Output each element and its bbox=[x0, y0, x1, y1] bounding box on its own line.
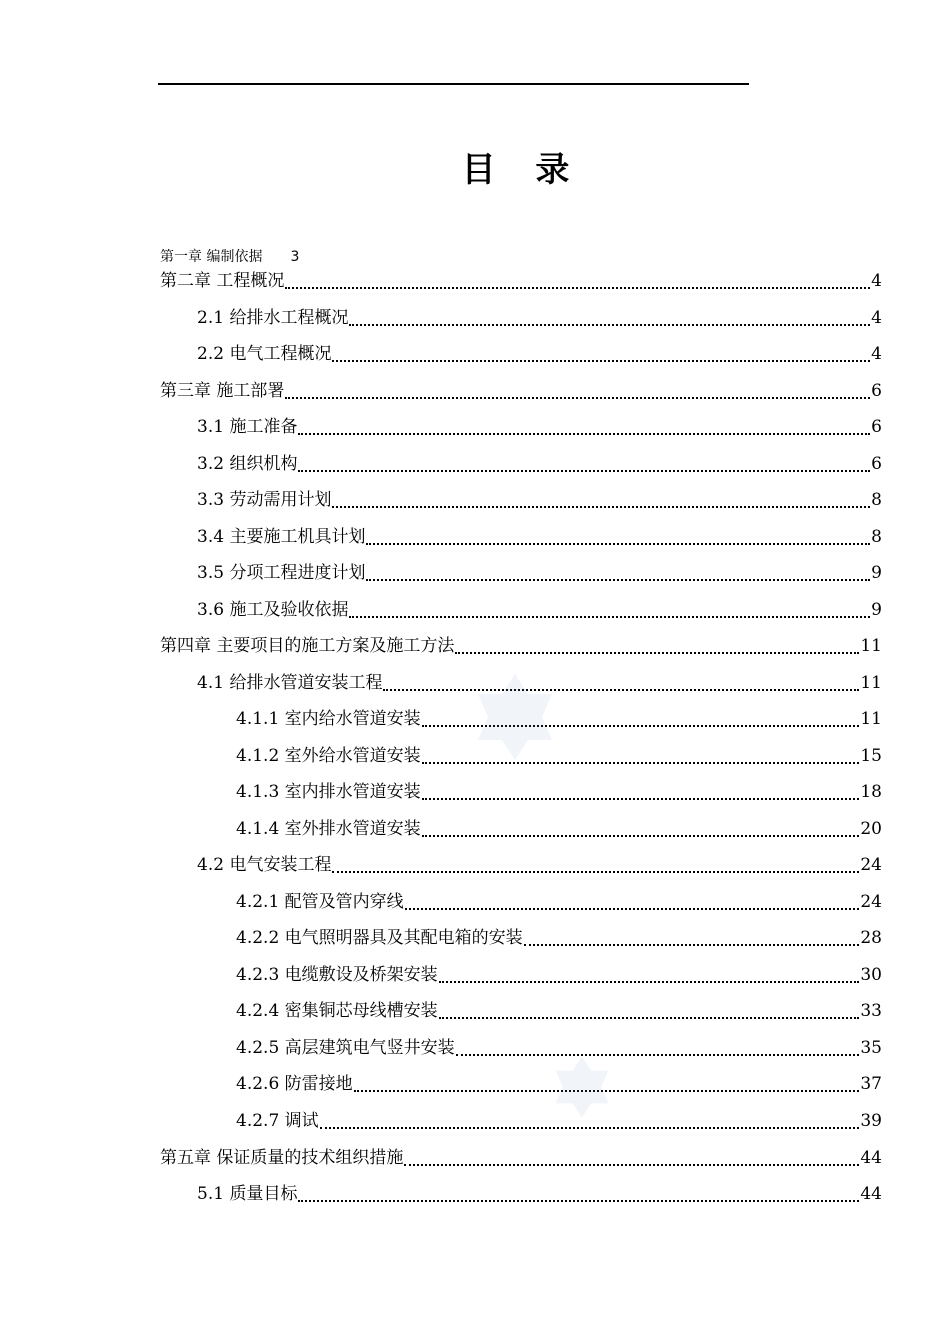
dot-leader bbox=[404, 1158, 859, 1166]
dot-leader bbox=[298, 427, 870, 435]
toc-entry-page: 37 bbox=[860, 1074, 882, 1094]
toc-entry[interactable] bbox=[236, 818, 882, 840]
dot-leader bbox=[422, 792, 860, 800]
dot-leader bbox=[422, 829, 860, 837]
toc-entry-label: 3.6 施工及验收依据 bbox=[197, 600, 349, 620]
toc-entry-label: 4.1.2 室外给水管道安装 bbox=[236, 746, 421, 766]
dot-leader bbox=[383, 683, 859, 691]
toc-entry-label: 第二章 工程概况 bbox=[160, 271, 285, 291]
toc-entry-label: 第四章 主要项目的施工方案及施工方法 bbox=[160, 636, 455, 656]
dot-leader bbox=[439, 1011, 860, 1019]
toc-entry-page: 24 bbox=[860, 892, 882, 912]
dot-leader bbox=[366, 537, 870, 545]
dot-leader bbox=[349, 318, 870, 326]
toc-entry-page: 4 bbox=[871, 271, 882, 291]
toc-entry-label: 4.2.6 防雷接地 bbox=[236, 1074, 353, 1094]
toc-entry[interactable] bbox=[236, 964, 882, 986]
toc-entry-page: 20 bbox=[860, 819, 882, 839]
dot-leader bbox=[456, 1048, 860, 1056]
dot-leader bbox=[285, 391, 870, 399]
dot-leader bbox=[455, 646, 859, 654]
toc-entry-label: 2.2 电气工程概况 bbox=[197, 344, 332, 364]
toc-entry[interactable] bbox=[197, 307, 882, 329]
toc-entry-page: 8 bbox=[871, 527, 882, 547]
dot-leader bbox=[298, 464, 870, 472]
dot-leader bbox=[332, 500, 870, 508]
toc-entry-page: 6 bbox=[871, 381, 882, 401]
dot-leader bbox=[354, 1084, 860, 1092]
dot-leader bbox=[332, 354, 870, 362]
toc-entry-page: 6 bbox=[871, 454, 882, 474]
dot-leader bbox=[366, 573, 870, 581]
toc-entry-page: 15 bbox=[860, 746, 882, 766]
page-title: 目 录 bbox=[461, 150, 584, 190]
toc-entry[interactable] bbox=[197, 416, 882, 438]
toc-entry[interactable] bbox=[236, 1037, 882, 1059]
toc-entry[interactable] bbox=[236, 1110, 882, 1132]
toc-entry-label: 4.2.4 密集铜芯母线槽安装 bbox=[236, 1001, 438, 1021]
toc-entry-page: 44 bbox=[860, 1184, 882, 1204]
toc-entry[interactable] bbox=[197, 854, 882, 876]
toc-entry-label: 4.1 给排水管道安装工程 bbox=[197, 673, 383, 693]
toc-entry[interactable] bbox=[236, 781, 882, 803]
toc-entry-label: 4.2 电气安装工程 bbox=[197, 855, 332, 875]
dot-leader bbox=[298, 1194, 859, 1202]
dot-leader bbox=[405, 902, 860, 910]
toc-entry-page: 3 bbox=[290, 249, 300, 265]
toc-entry[interactable] bbox=[236, 927, 882, 949]
toc-entry-label: 5.1 质量目标 bbox=[197, 1184, 298, 1204]
toc-entry[interactable] bbox=[236, 891, 882, 913]
toc-entry[interactable] bbox=[236, 708, 882, 730]
toc-entry[interactable] bbox=[197, 1183, 882, 1205]
toc-entry-page: 9 bbox=[871, 563, 882, 583]
toc-entry-label: 2.1 给排水工程概况 bbox=[197, 308, 349, 328]
toc-entry-label: 3.4 主要施工机具计划 bbox=[197, 527, 366, 547]
dot-leader bbox=[439, 975, 860, 983]
dot-leader bbox=[285, 281, 870, 289]
toc-entry-page: 30 bbox=[860, 965, 882, 985]
toc-entry-page: 4 bbox=[871, 308, 882, 328]
toc-entry-label: 4.2.3 电缆敷设及桥架安装 bbox=[236, 965, 438, 985]
toc-entry-page: 11 bbox=[860, 673, 882, 693]
toc-entry-label: 4.1.3 室内排水管道安装 bbox=[236, 782, 421, 802]
toc-entry-label: 3.3 劳动需用计划 bbox=[197, 490, 332, 510]
toc-entry[interactable] bbox=[197, 526, 882, 548]
toc-entry-page: 44 bbox=[860, 1148, 882, 1168]
toc-entry-label: 3.5 分项工程进度计划 bbox=[197, 563, 366, 583]
toc-entry[interactable] bbox=[160, 635, 882, 657]
toc-entry-label: 4.1.4 室外排水管道安装 bbox=[236, 819, 421, 839]
toc-entry[interactable] bbox=[197, 343, 882, 365]
dot-leader bbox=[524, 938, 860, 946]
toc-entry-page: 11 bbox=[860, 636, 882, 656]
toc-entry-page: 11 bbox=[860, 709, 882, 729]
toc-entry-page: 33 bbox=[860, 1001, 882, 1021]
toc-entry[interactable] bbox=[160, 1147, 882, 1169]
toc-entry-page: 4 bbox=[871, 344, 882, 364]
toc-entry-page: 35 bbox=[860, 1038, 882, 1058]
toc-entry[interactable] bbox=[197, 672, 882, 694]
toc-entry[interactable] bbox=[160, 380, 882, 402]
toc-entry-page: 39 bbox=[860, 1111, 882, 1131]
dot-leader bbox=[332, 865, 859, 873]
toc-entry[interactable] bbox=[236, 1073, 882, 1095]
toc-entry-label: 4.1.1 室内给水管道安装 bbox=[236, 709, 421, 729]
toc-entry-label: 第五章 保证质量的技术组织措施 bbox=[160, 1148, 404, 1168]
toc-entry-label: 4.2.5 高层建筑电气竖井安装 bbox=[236, 1038, 455, 1058]
dot-leader bbox=[320, 1121, 860, 1129]
dot-leader bbox=[422, 756, 860, 764]
toc-entry-page: 28 bbox=[860, 928, 882, 948]
toc-entry-label: 第三章 施工部署 bbox=[160, 381, 285, 401]
toc-entry[interactable] bbox=[160, 270, 882, 292]
toc-entry[interactable] bbox=[236, 745, 882, 767]
toc-entry-label: 4.2.7 调试 bbox=[236, 1111, 319, 1131]
toc-entry[interactable] bbox=[197, 453, 882, 475]
toc-entry-label: 4.2.2 电气照明器具及其配电箱的安装 bbox=[236, 928, 523, 948]
toc-entry[interactable] bbox=[197, 489, 882, 511]
dot-leader bbox=[349, 610, 870, 618]
toc-entry[interactable] bbox=[197, 599, 882, 621]
toc-entry-label: 4.2.1 配管及管内穿线 bbox=[236, 892, 404, 912]
toc-entry-label: 3.2 组织机构 bbox=[197, 454, 298, 474]
toc-entry[interactable] bbox=[197, 562, 882, 584]
toc-entry-page: 9 bbox=[871, 600, 882, 620]
toc-entry-page: 18 bbox=[860, 782, 882, 802]
toc-entry-page: 6 bbox=[871, 417, 882, 437]
toc-entry-page: 8 bbox=[871, 490, 882, 510]
toc-entry-label: 3.1 施工准备 bbox=[197, 417, 298, 437]
dot-leader bbox=[422, 719, 860, 727]
toc-entry-page: 24 bbox=[860, 855, 882, 875]
toc-entry-label: 第一章 编制依据 bbox=[160, 249, 263, 265]
toc-entry[interactable] bbox=[236, 1000, 882, 1022]
